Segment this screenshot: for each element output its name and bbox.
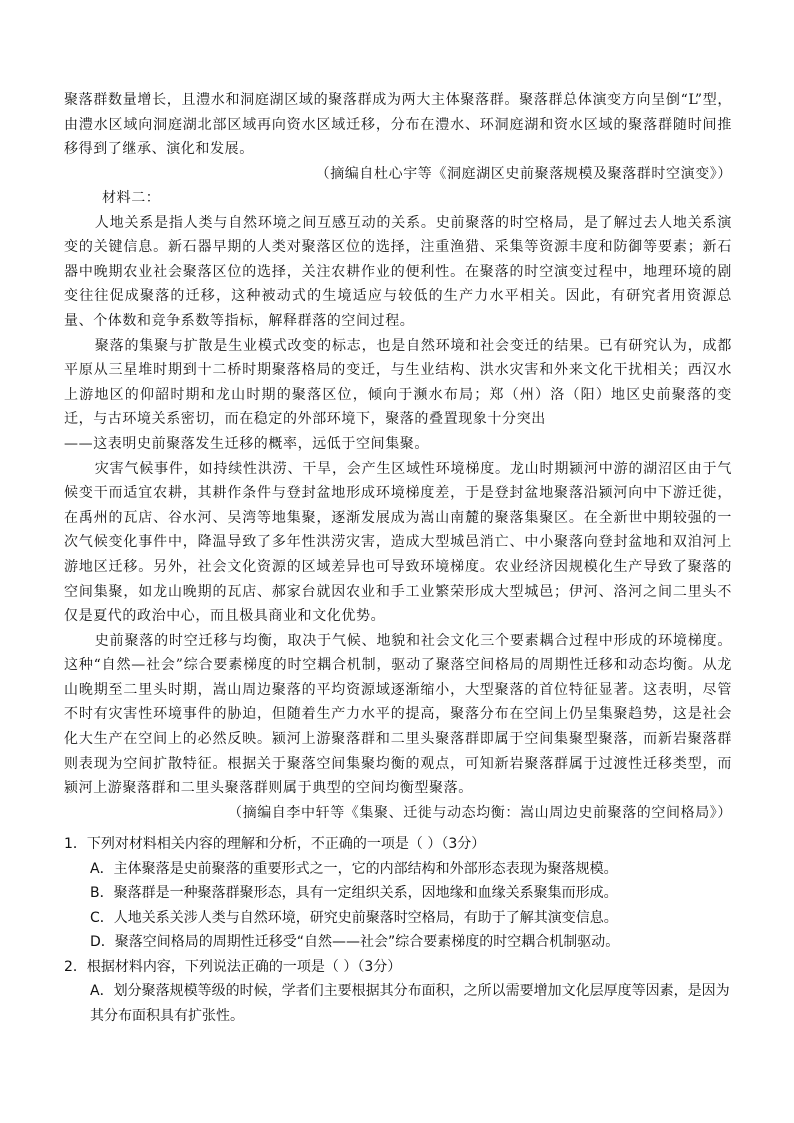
material-two-paragraph-4: 史前聚落的时空迁移与均衡，取决于气候、地貌和社会文化三个要素耦合过程中形成的环境梯度。这种“自然—社会”综合要素梯度的时空耦合机制，驱动了聚落空间格局的周期性迁移和动态均衡。从龙山晚期至二里头时期，嵩山周边聚落的平均资源域逐渐缩小，大型聚落的首位特征显著。这表明，尽管不时有灾害性环境事件的胁迫，但随着生产力水平的提高，聚落分布在空间上仍呈集聚趋势，这是社会化大生产在空间上的必然反映。颍河上游聚落群和二里头聚落群即属于空间集聚型聚落，而新岩聚落群则表现为空间扩散特征。根据关于聚落空间集聚均衡的观点，可知新岩聚落群属于过渡性迁移类型，而颍河上游聚落群和二里头聚落群则属于典型的空间均衡型聚落。: [64, 632, 732, 797]
question-1-option-c[interactable]: C．人地关系关涉人类与自然环境，研究史前聚落时空格局，有助于了解其演变信息。: [90, 909, 618, 926]
material-two-heading: 材料二：: [102, 190, 161, 206]
question-1-stem: 1．下列对材料相关内容的理解和分析，不正确的一项是（ ）（3分）: [64, 836, 486, 852]
material-one-paragraph: 聚落群数量增长，且澧水和洞庭湖区域的聚落群成为两大主体聚落群。聚落群总体演变方向呈倒“L”型，由澧水区域向洞庭湖北部区域再向资水区域迁移，分布在澧水、环洞庭湖和资水区域的聚落群随时间推移得到了继承、演化和发展。: [64, 92, 732, 158]
material-two: [64, 186, 732, 825]
material-two-paragraph-3: 灾害气候事件，如持续性洪涝、干旱，会产生区域性环境梯度。龙山时期颍河中游的湖沼区由于气候变干而适宜农耕，其耕作条件与登封盆地形成环境梯度差，于是登封盆地聚落沿颍河向中下游迁徙，在禹州的瓦店、谷水河、吴湾等地集聚，逐渐发展成为嵩山南麓的聚落集聚区。在全新世中期较强的一次气候变化事件中，降温导致了多年性洪涝灾害，造成大型城邑消亡、中小聚落向登封盆地和双洎河上游地区迁移。另外，社会文化资源的区域差异也可导致环境梯度。农业经济因规模化生产导致了聚落的空间集聚，如龙山晚期的瓦店、郝家台就因农业和手工业繁荣形成大型城邑；伊河、洛河之间二里头不仅是夏代的政治中心，而且极具商业和文化优势。: [64, 460, 732, 625]
question-1-option-a[interactable]: A．主体聚落是史前聚落的重要形式之一，它的内部结构和外部形态表现为聚落规模。: [90, 860, 618, 877]
material-two-paragraph-2-cont: ——这表明史前聚落发生迁移的概率，远低于空间集聚。: [64, 435, 429, 452]
material-two-paragraph-1: 人地关系是指人类与自然环境之间互感互动的关系。史前聚落的时空格局，是了解过去人地关系演变的关键信息。新石器早期的人类对聚落区位的选择，注重渔猎、采集等资源丰度和防御等要素；新石器中晚期农业社会聚落区位的选择，关注农耕作业的便利性。在聚落的时空演变过程中，地理环境的剧变往往促成聚落的迁移，这种被动式的生境适应与较低的生产力水平相关。因此，有研究者用资源总量、个体数和竞争系数等指标，解释群落的空间过程。: [64, 214, 732, 329]
question-1-option-b[interactable]: B．聚落群是一种聚落群聚形态，具有一定组织关系，因地缘和血缘关系聚集而形成。: [90, 885, 618, 901]
question-block: [64, 832, 732, 1028]
material-two-source: （摘编自李中轩等《集聚、迁徙与动态均衡：嵩山周边史前聚落的空间格局》）: [228, 804, 732, 821]
question-2-stem: 2．根据材料内容，下列说法正确的一项是（ ）（3分）: [64, 958, 402, 975]
material-one-source: （摘编自杜心宇等《洞庭湖区史前聚落规模及聚落群时空演变》）: [315, 165, 732, 182]
material-two-paragraph-2: 聚落的集聚与扩散是生业模式改变的标志，也是自然环境和社会变迁的结果。已有研究认为，成都平原从三星堆时期到十二桥时期聚落格局的变迁，与生业结构、洪水灾害和外来文化干扰相关；西汉水上游地区的仰韶时期和龙山时期的聚落区位，倾向于濒水布局；郑（州）洛（阳）地区史前聚落的变迁，与古环境关系密切，而在稳定的外部环境下，聚落的叠置现象十分突出: [64, 337, 732, 428]
question-1-option-d[interactable]: D．聚落空间格局的周期性迁移受“自然——社会”综合要素梯度的时空耦合机制驱动。: [90, 934, 620, 950]
material-one-tail: [64, 88, 732, 186]
question-2-option-a[interactable]: A．划分聚落规模等级的时候，学者们主要根据其分布面积，之所以需要增加文化层厚度等因素，是因为其分布面积具有扩张性。: [90, 983, 730, 1024]
